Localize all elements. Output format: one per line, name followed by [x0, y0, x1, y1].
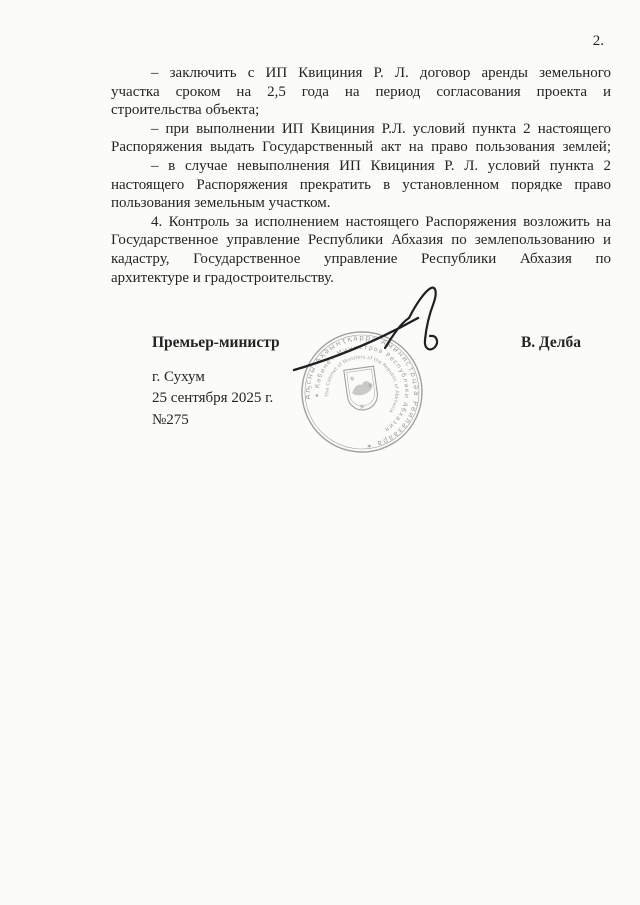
text-line: Государственное управление Республики Абхазия по землепользованию и [111, 232, 611, 249]
text-line: строительства объекта; [111, 102, 260, 119]
document-number: №275 [152, 412, 189, 428]
stamp-middle-ring-text: ✶ Кабинет Министров Республики Абхазия [313, 343, 411, 434]
text-line: – при выполнении ИП Квициния Р.Л. условий пункта 2 настоящего [151, 120, 611, 137]
signatory-title: Премьер-министр [152, 334, 280, 351]
stamp-inner-ring-text: The Cabinet of Ministers of the Republic of Abkhazia [325, 355, 399, 414]
star-icon: ✳ [348, 374, 356, 384]
signature-scribble [280, 278, 450, 378]
star-icon: ✳ [366, 381, 374, 391]
text-line: участка сроком на 2,5 года на период согласования проекта и [111, 83, 611, 100]
text-line: 4. Контроль за исполнением настоящего Распоряжения возложить на [151, 213, 611, 230]
document-body [111, 64, 611, 287]
text-line: – заключить с ИП Квициния Р. Л. договор аренды земельного [151, 65, 611, 81]
document-date: 25 сентября 2025 г. [152, 390, 274, 406]
text-line: кадастру, Государственное управление Республики Абхазия по [111, 250, 611, 267]
text-line: архитектуре и градостроительству. [111, 269, 334, 286]
text-line: Распоряжения выдать Государственный акт на право пользования землей; [111, 139, 611, 156]
page-number: 2. [592, 33, 604, 49]
document-place: г. Сухум [152, 369, 205, 385]
text-line: настоящего Распоряжения прекратить в установленном порядке право [111, 176, 611, 193]
paragraph [111, 157, 611, 213]
paragraph [111, 120, 611, 157]
signatory-name: В. Делба [520, 334, 581, 351]
text-line: – в случае невыполнения ИП Квициния Р. Л. условий пункта 2 [151, 157, 611, 174]
text-line: пользования земельным участком. [111, 195, 331, 212]
paragraph [111, 64, 611, 120]
stamp-outer-ring-text: Аҧсны Аҳәынҭқарра Аминистрцәа Реилазаара ✶ [302, 332, 422, 452]
star-icon: ✳ [358, 402, 366, 412]
paragraph [111, 213, 611, 287]
